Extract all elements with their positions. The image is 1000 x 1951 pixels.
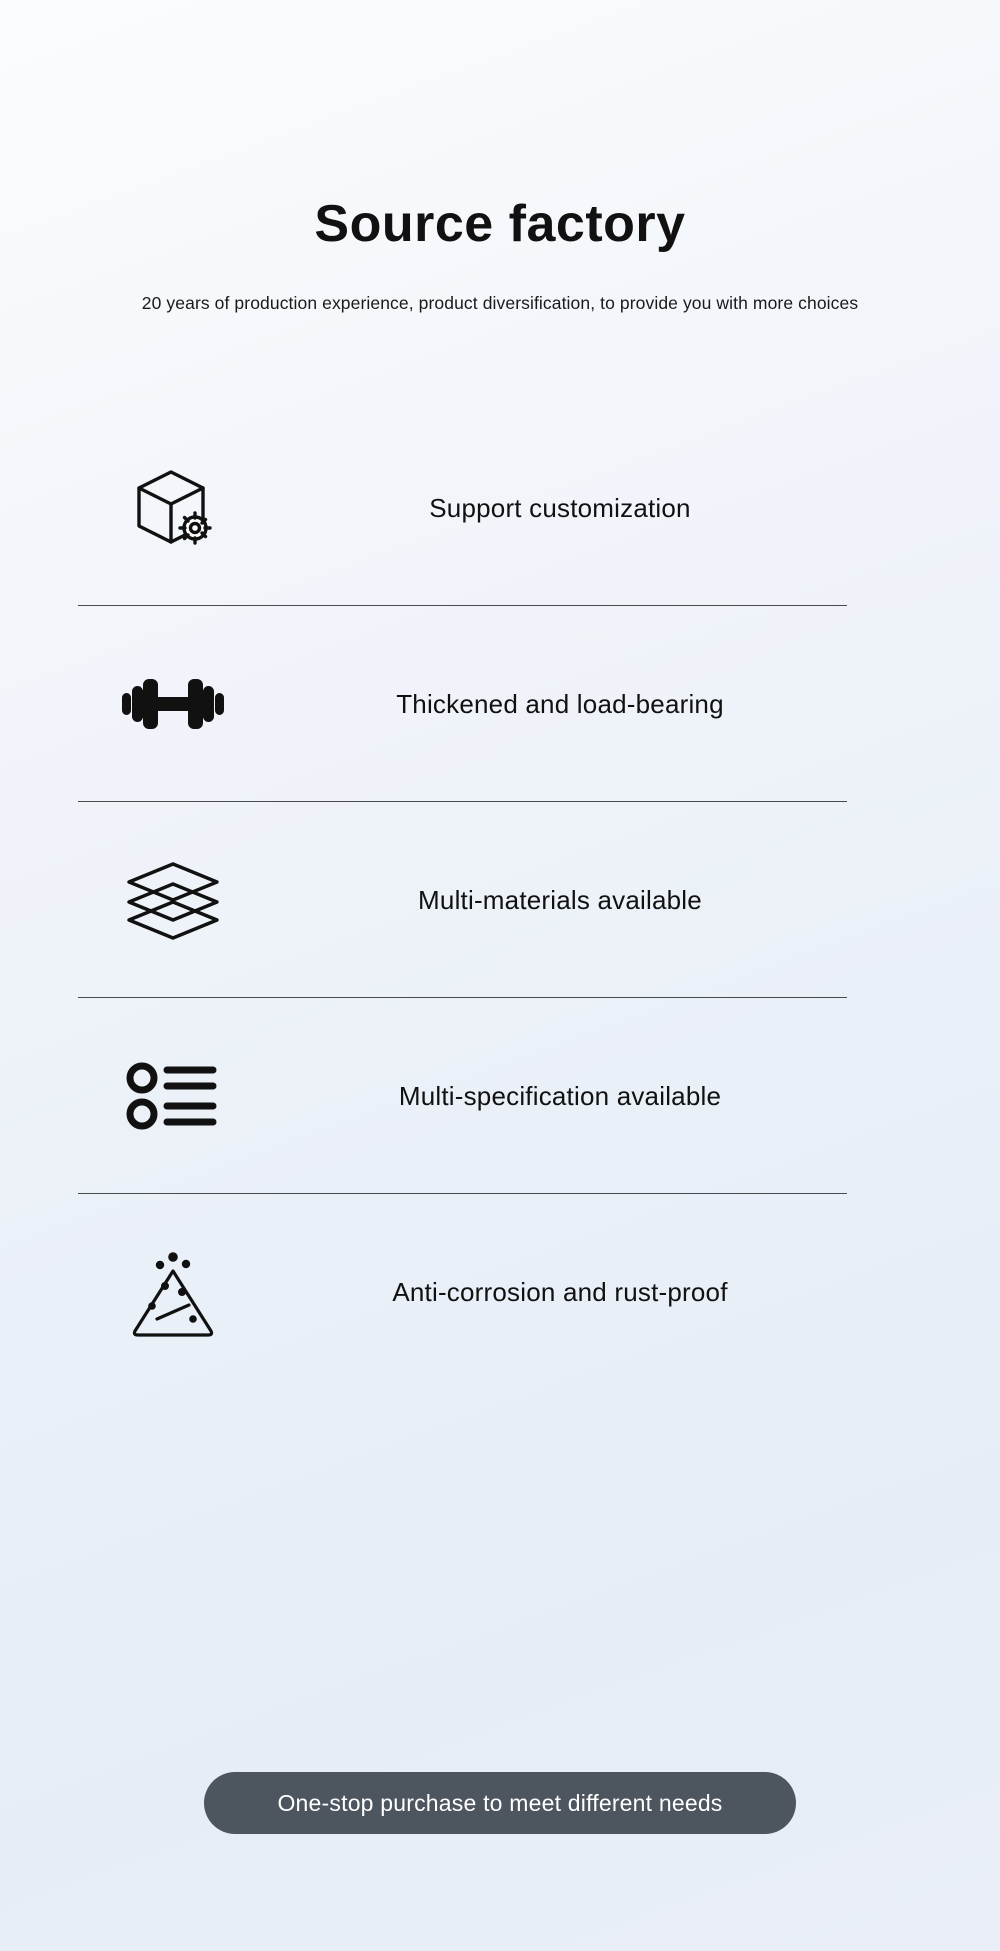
anti-corrosion-icon <box>78 1243 268 1341</box>
list-item <box>78 998 922 1194</box>
dumbbell-icon <box>78 674 268 734</box>
page-subtitle: 20 years of production experience, product diversification, to provide you with more choices <box>141 293 859 314</box>
layers-icon <box>78 858 268 942</box>
list-item-label: Anti-corrosion and rust-proof <box>392 1276 728 1307</box>
list-item <box>78 802 922 998</box>
list-item <box>78 410 922 606</box>
one-stop-purchase-button[interactable]: One-stop purchase to meet different needs <box>204 1772 796 1834</box>
list-item-label: Support customization <box>429 492 691 523</box>
list-item <box>78 1194 922 1390</box>
list-item-label: Multi-materials available <box>418 884 702 915</box>
page-title: Source factory <box>314 195 686 253</box>
list-item-label: Multi-specification available <box>398 1080 722 1111</box>
cta-section <box>0 1772 1000 1834</box>
list-item <box>78 606 922 802</box>
page-header <box>0 0 1000 314</box>
box-gear-icon <box>78 460 268 556</box>
list-options-icon <box>78 1058 268 1134</box>
feature-list <box>0 410 1000 1390</box>
list-item-label: Thickened and load-bearing <box>396 688 724 719</box>
